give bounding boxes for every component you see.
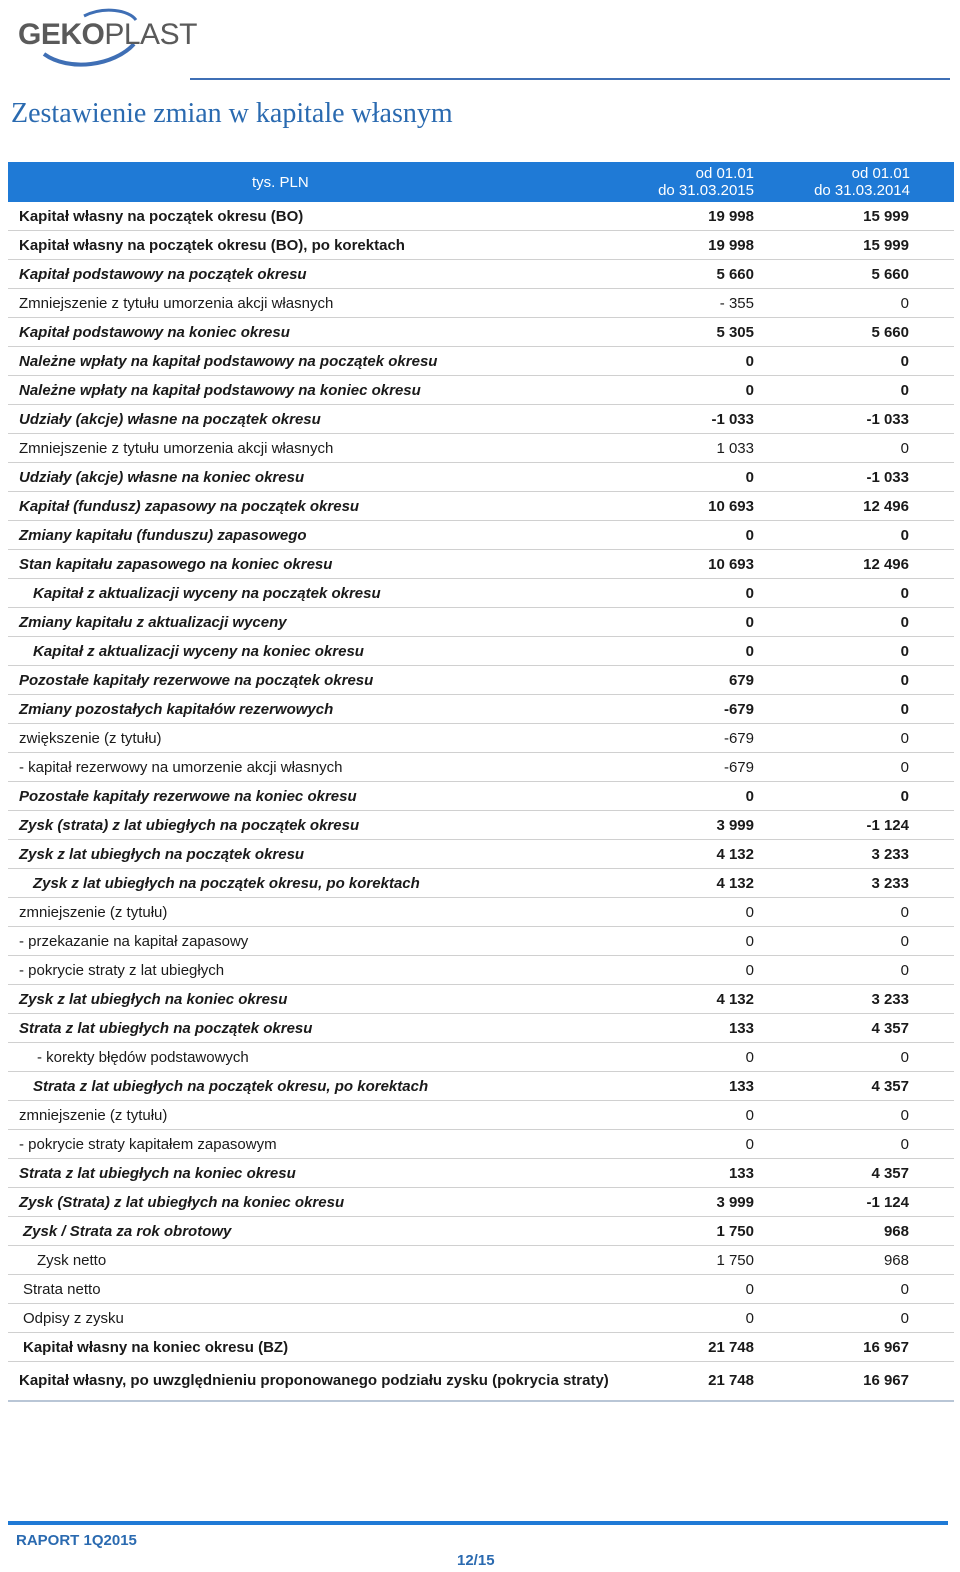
value-2015: 0 xyxy=(648,1304,763,1333)
value-2014: 0 xyxy=(763,898,954,927)
row-label: Kapitał (fundusz) zapasowy na początek okresu xyxy=(8,492,648,521)
value-2015: 21 748 xyxy=(648,1333,763,1362)
value-2014: 0 xyxy=(763,289,954,318)
value-2014: 15 999 xyxy=(763,202,954,231)
value-2015: -679 xyxy=(648,753,763,782)
table-row xyxy=(8,260,954,289)
value-2015: 3 999 xyxy=(648,1188,763,1217)
value-2015: 0 xyxy=(648,898,763,927)
row-label: Strata z lat ubiegłych na koniec okresu xyxy=(8,1159,648,1188)
value-2015: 133 xyxy=(648,1072,763,1101)
value-2015: 0 xyxy=(648,347,763,376)
value-2014: 5 660 xyxy=(763,318,954,347)
table-row xyxy=(8,231,954,260)
row-label: Kapitał z aktualizacji wyceny na koniec okresu xyxy=(8,637,648,666)
table-row xyxy=(8,318,954,347)
value-2014: 16 967 xyxy=(763,1362,954,1402)
value-2015: 10 693 xyxy=(648,492,763,521)
value-2015: 0 xyxy=(648,637,763,666)
row-label: Odpisy z zysku xyxy=(8,1304,648,1333)
value-2014: 0 xyxy=(763,782,954,811)
value-2015: 0 xyxy=(648,579,763,608)
value-2014: 0 xyxy=(763,695,954,724)
value-2014: -1 033 xyxy=(763,405,954,434)
row-label: Należne wpłaty na kapitał podstawowy na koniec okresu xyxy=(8,376,648,405)
value-2015: -679 xyxy=(648,724,763,753)
table-row xyxy=(8,289,954,318)
row-label: Kapitał podstawowy na początek okresu xyxy=(8,260,648,289)
table-row xyxy=(8,753,954,782)
table-row xyxy=(8,695,954,724)
value-2015: 679 xyxy=(648,666,763,695)
row-label: Zysk z lat ubiegłych na koniec okresu xyxy=(8,985,648,1014)
value-2014: 0 xyxy=(763,753,954,782)
table-row xyxy=(8,434,954,463)
row-label: Kapitał własny na początek okresu (BO) xyxy=(8,202,648,231)
row-label: Kapitał własny na koniec okresu (BZ) xyxy=(8,1333,648,1362)
table-row xyxy=(8,811,954,840)
row-label: - korekty błędów podstawowych xyxy=(8,1043,648,1072)
table-row xyxy=(8,956,954,985)
value-2014: 3 233 xyxy=(763,985,954,1014)
value-2015: 19 998 xyxy=(648,202,763,231)
table-row xyxy=(8,202,954,231)
value-2014: 0 xyxy=(763,608,954,637)
value-2015: 0 xyxy=(648,376,763,405)
logo-text xyxy=(18,18,197,52)
page-title: Zestawienie zmian w kapitale własnym xyxy=(11,98,453,129)
table-row xyxy=(8,724,954,753)
table-row xyxy=(8,637,954,666)
row-label: Zmniejszenie z tytułu umorzenia akcji własnych xyxy=(8,434,648,463)
row-label: zmniejszenie (z tytułu) xyxy=(8,1101,648,1130)
value-2014: 968 xyxy=(763,1217,954,1246)
row-label: Strata netto xyxy=(8,1275,648,1304)
row-label: Zysk (Strata) z lat ubiegłych na koniec okresu xyxy=(8,1188,648,1217)
row-label: - pokrycie straty kapitałem zapasowym xyxy=(8,1130,648,1159)
period2-line2: do 31.03.2014 xyxy=(814,182,910,199)
company-logo xyxy=(14,6,197,72)
row-label: - przekazanie na kapitał zapasowy xyxy=(8,927,648,956)
value-2015: 21 748 xyxy=(648,1362,763,1402)
unit-header: tys. PLN xyxy=(8,162,648,202)
value-2014: 968 xyxy=(763,1246,954,1275)
table-row xyxy=(8,1043,954,1072)
row-label: Udziały (akcje) własne na początek okresu xyxy=(8,405,648,434)
value-2015: 4 132 xyxy=(648,869,763,898)
period1-line2: do 31.03.2015 xyxy=(658,182,754,199)
value-2014: 3 233 xyxy=(763,869,954,898)
value-2014: 0 xyxy=(763,434,954,463)
table-row xyxy=(8,1101,954,1130)
table-row xyxy=(8,492,954,521)
row-label: Zysk netto xyxy=(8,1246,648,1275)
table-row xyxy=(8,521,954,550)
table-row xyxy=(8,1014,954,1043)
value-2015: 3 999 xyxy=(648,811,763,840)
value-2014: 0 xyxy=(763,927,954,956)
table-row xyxy=(8,1246,954,1275)
period2-line1: od 01.01 xyxy=(851,165,910,182)
table-row xyxy=(8,608,954,637)
value-2015: 1 750 xyxy=(648,1246,763,1275)
table-row xyxy=(8,1275,954,1304)
value-2014: -1 124 xyxy=(763,811,954,840)
row-label: Pozostałe kapitały rezerwowe na koniec okresu xyxy=(8,782,648,811)
value-2015: 0 xyxy=(648,1275,763,1304)
row-label: Udziały (akcje) własne na koniec okresu xyxy=(8,463,648,492)
logo-text-regular: PLAST xyxy=(104,18,197,51)
value-2014: 0 xyxy=(763,376,954,405)
table-row xyxy=(8,1333,954,1362)
row-label: Zysk z lat ubiegłych na początek okresu, po korektach xyxy=(8,869,648,898)
value-2014: -1 033 xyxy=(763,463,954,492)
row-label: Kapitał z aktualizacji wyceny na początek okresu xyxy=(8,579,648,608)
value-2015: 0 xyxy=(648,1130,763,1159)
value-2014: 0 xyxy=(763,1101,954,1130)
value-2015: 0 xyxy=(648,521,763,550)
row-label: Zysk / Strata za rok obrotowy xyxy=(8,1217,648,1246)
value-2015: -1 033 xyxy=(648,405,763,434)
table-row xyxy=(8,985,954,1014)
logo-text-bold: GEKO xyxy=(18,18,105,51)
row-label: Kapitał własny na początek okresu (BO), po korektach xyxy=(8,231,648,260)
row-label: - pokrycie straty z lat ubiegłych xyxy=(8,956,648,985)
table-row xyxy=(8,1362,954,1402)
period1-header xyxy=(648,162,763,202)
value-2014: 0 xyxy=(763,1130,954,1159)
value-2015: 133 xyxy=(648,1159,763,1188)
row-label: Zmiany pozostałych kapitałów rezerwowych xyxy=(8,695,648,724)
header-divider xyxy=(190,78,950,80)
value-2015: 1 750 xyxy=(648,1217,763,1246)
row-label: Zysk (strata) z lat ubiegłych na początek okresu xyxy=(8,811,648,840)
row-label: Kapitał własny, po uwzględnieniu proponowanego podziału zysku (pokrycia straty) xyxy=(8,1362,648,1402)
table-row xyxy=(8,1217,954,1246)
value-2014: 12 496 xyxy=(763,492,954,521)
value-2014: 0 xyxy=(763,347,954,376)
value-2014: 15 999 xyxy=(763,231,954,260)
value-2015: 5 660 xyxy=(648,260,763,289)
table-row xyxy=(8,463,954,492)
value-2015: 133 xyxy=(648,1014,763,1043)
table-row xyxy=(8,840,954,869)
table-row xyxy=(8,898,954,927)
value-2014: 0 xyxy=(763,956,954,985)
row-label: Pozostałe kapitały rezerwowe na początek okresu xyxy=(8,666,648,695)
equity-changes-table xyxy=(8,162,954,1402)
value-2014: 12 496 xyxy=(763,550,954,579)
value-2014: 0 xyxy=(763,1304,954,1333)
table-body xyxy=(8,202,954,1401)
value-2015: 1 033 xyxy=(648,434,763,463)
value-2015: 0 xyxy=(648,956,763,985)
value-2015: 10 693 xyxy=(648,550,763,579)
value-2015: -679 xyxy=(648,695,763,724)
table-row xyxy=(8,1188,954,1217)
value-2014: -1 124 xyxy=(763,1188,954,1217)
value-2015: 0 xyxy=(648,1101,763,1130)
value-2014: 3 233 xyxy=(763,840,954,869)
row-label: Kapitał podstawowy na koniec okresu xyxy=(8,318,648,347)
value-2014: 0 xyxy=(763,1275,954,1304)
value-2014: 0 xyxy=(763,637,954,666)
footer-report-label: RAPORT 1Q2015 xyxy=(16,1532,137,1549)
table-row xyxy=(8,782,954,811)
period2-header xyxy=(763,162,954,202)
value-2015: 0 xyxy=(648,608,763,637)
value-2015: 0 xyxy=(648,927,763,956)
row-label: Zmiany kapitału (funduszu) zapasowego xyxy=(8,521,648,550)
table-row xyxy=(8,666,954,695)
row-label: - kapitał rezerwowy na umorzenie akcji własnych xyxy=(8,753,648,782)
value-2015: 0 xyxy=(648,1043,763,1072)
table-row xyxy=(8,579,954,608)
value-2014: 4 357 xyxy=(763,1072,954,1101)
value-2014: 0 xyxy=(763,724,954,753)
table-row xyxy=(8,927,954,956)
value-2014: 4 357 xyxy=(763,1014,954,1043)
value-2014: 5 660 xyxy=(763,260,954,289)
value-2015: 4 132 xyxy=(648,985,763,1014)
value-2015: 0 xyxy=(648,463,763,492)
table-row xyxy=(8,1159,954,1188)
value-2014: 0 xyxy=(763,579,954,608)
row-label: Strata z lat ubiegłych na początek okresu xyxy=(8,1014,648,1043)
row-label: Strata z lat ubiegłych na początek okresu, po korektach xyxy=(8,1072,648,1101)
period1-line1: od 01.01 xyxy=(695,165,754,182)
table-row xyxy=(8,869,954,898)
row-label: Należne wpłaty na kapitał podstawowy na początek okresu xyxy=(8,347,648,376)
value-2014: 4 357 xyxy=(763,1159,954,1188)
value-2015: 5 305 xyxy=(648,318,763,347)
value-2014: 16 967 xyxy=(763,1333,954,1362)
table-row xyxy=(8,550,954,579)
table-row xyxy=(8,1130,954,1159)
value-2015: - 355 xyxy=(648,289,763,318)
row-label: zmniejszenie (z tytułu) xyxy=(8,898,648,927)
table-row xyxy=(8,376,954,405)
value-2014: 0 xyxy=(763,1043,954,1072)
row-label: zwiększenie (z tytułu) xyxy=(8,724,648,753)
table-header-row xyxy=(8,162,954,202)
row-label: Zmniejszenie z tytułu umorzenia akcji własnych xyxy=(8,289,648,318)
row-label: Zmiany kapitału z aktualizacji wyceny xyxy=(8,608,648,637)
table-row xyxy=(8,1072,954,1101)
value-2015: 0 xyxy=(648,782,763,811)
table-row xyxy=(8,1304,954,1333)
value-2014: 0 xyxy=(763,666,954,695)
value-2014: 0 xyxy=(763,521,954,550)
value-2015: 19 998 xyxy=(648,231,763,260)
row-label: Stan kapitału zapasowego na koniec okresu xyxy=(8,550,648,579)
table-row xyxy=(8,405,954,434)
page-number: 12/15 xyxy=(457,1552,495,1569)
table-row xyxy=(8,347,954,376)
footer-divider xyxy=(8,1521,948,1525)
row-label: Zysk z lat ubiegłych na początek okresu xyxy=(8,840,648,869)
value-2015: 4 132 xyxy=(648,840,763,869)
